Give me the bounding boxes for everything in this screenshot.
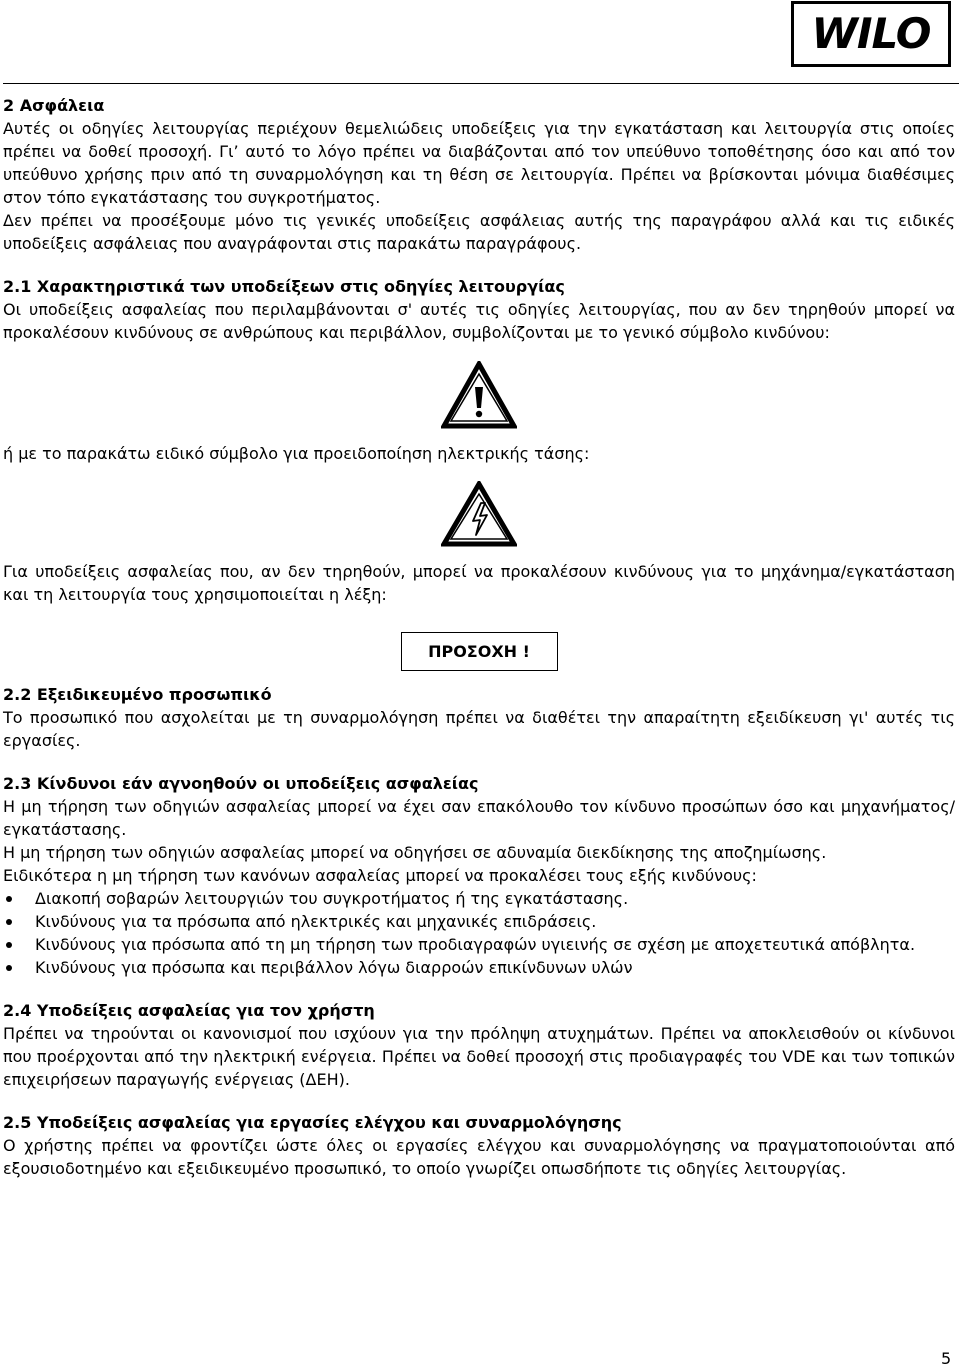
list-item-text: Κινδύνους για πρόσωπα από τη μη τήρηση των προδιαγραφών υγιεινής σε σχέση με αποχετευτικά απόβλητα. bbox=[35, 935, 916, 954]
list-item bbox=[3, 910, 955, 933]
list-item bbox=[3, 933, 955, 956]
section-2-3-paragraph: Η μη τήρηση των οδηγιών ασφαλείας μπορεί να οδηγήσει σε αδυναμία διεκδίκησης της αποζημίωσης. bbox=[3, 843, 827, 862]
list-item-text: Κινδύνους για τα πρόσωπα από ηλεκτρικές και μηχανικές επιδράσεις. bbox=[35, 912, 597, 931]
section-2-4-text: Πρέπει να τηρούνται οι κανονισμοί που ισχύουν για την πρόληψη ατυχημάτων. Πρέπει να αποκλεισθούν οι κίνδυνοι που προέρχονται από την ηλεκτρική ενέργεια. Πρέπει να δοθεί προσοχή στις προδιαγραφές του VDE και των τοπικών επιχειρήσεων παραγωγής ενέργειας (ΔΕΗ). bbox=[3, 1024, 955, 1089]
section-2-3-heading: 2.3 Κίνδυνοι εάν αγνοηθούν οι υποδείξεις ασφαλείας bbox=[3, 774, 479, 793]
svg-text:WILO: WILO bbox=[811, 9, 931, 58]
electric-symbol-intro: ή με το παρακάτω ειδικό σύμβολο για προειδοποίηση ηλεκτρικής τάσης: bbox=[3, 444, 590, 463]
section-2-2-heading: 2.2 Εξειδικευμένο προσωπικό bbox=[3, 685, 272, 704]
section-2-5-text: Ο χρήστης πρέπει να φροντίζει ώστε όλες οι εργασίες ελέγχου και συναρμολόγησης να πραγματοποιούνται από εξουσιοδοτημένο και εξειδικευμένο προσωπικό, το οποίο γνωρίζει οπωσδήποτε τις οδηγίες λειτουργίας. bbox=[3, 1136, 955, 1178]
caution-word: ΠΡΟΣΟΧΗ ! bbox=[428, 642, 530, 661]
section-2-1-heading: 2.1 Χαρακτηριστικά των υποδείξεων στις οδηγίες λειτουργίας bbox=[3, 277, 565, 296]
section-2-5-heading: 2.5 Υποδείξεις ασφαλείας για εργασίες ελέγχου και συναρμολόγησης bbox=[3, 1113, 622, 1132]
bullet-icon bbox=[6, 965, 12, 971]
document-body bbox=[3, 94, 955, 1180]
general-warning-symbol bbox=[3, 361, 955, 429]
caution-intro: Για υποδείξεις ασφαλείας που, αν δεν τηρηθούν, μπορεί να προκαλέσουν κινδύνους για το μηχάνημα/εγκατάσταση και τη λειτουργία τους χρησιμοποιείται η λέξη: bbox=[3, 562, 955, 604]
section-2-4-heading: 2.4 Υποδείξεις ασφαλείας για τον χρήστη bbox=[3, 1001, 375, 1020]
list-item bbox=[3, 887, 955, 910]
bullet-icon bbox=[6, 919, 12, 925]
list-item-text: Διακοπή σοβαρών λειτουργιών του συγκροτήματος ή της εγκατάστασης. bbox=[35, 889, 629, 908]
list-item-text: Κινδύνους για πρόσωπα και περιβάλλον λόγω διαρροών επικίνδυνων υλών bbox=[35, 958, 633, 977]
section-2-heading: 2 Ασφάλεια bbox=[3, 96, 105, 115]
warning-triangle-icon bbox=[441, 361, 517, 429]
caution-word-box bbox=[401, 632, 558, 671]
section-2-3-paragraph: Ειδικότερα η μη τήρηση των κανόνων ασφαλείας μπορεί να προκαλέσει τους εξής κινδύνους: bbox=[3, 866, 757, 885]
bullet-icon bbox=[6, 896, 12, 902]
hazard-list bbox=[3, 887, 955, 979]
section-2-3-paragraph: Η μη τήρηση των οδηγιών ασφαλείας μπορεί να έχει σαν επακόλουθο τον κίνδυνο προσώπων όσο και μηχανήματος/εγκατάστασης. bbox=[3, 797, 955, 839]
electric-warning-symbol bbox=[3, 481, 955, 547]
page-number: 5 bbox=[941, 1349, 952, 1368]
list-item bbox=[3, 956, 955, 979]
header-divider bbox=[3, 83, 959, 84]
high-voltage-triangle-icon bbox=[441, 481, 517, 547]
wilo-logo-wordmark bbox=[794, 4, 948, 64]
bullet-icon bbox=[6, 942, 12, 948]
section-2-paragraph: Αυτές οι οδηγίες λειτουργίας περιέχουν θεμελιώδεις υποδείξεις για την εγκατάσταση και λειτουργία στις οποίες πρέπει να δοθεί προσοχή. Γι’ αυτό το λόγο πρέπει να διαβάζονται από τον υπεύθυνο τοποθέτησης όσο και από τον υπεύθυνο χρήσης πριν από τη συναρμολόγηση και τη θέση σε λειτουργία. Πρέπει να βρίσκονται μόνιμα διαθέσιμες στον τόπο εγκατάστασης του συγκροτήματος. bbox=[3, 119, 955, 207]
section-2-paragraph: Δεν πρέπει να προσέξουμε μόνο τις γενικές υποδείξεις ασφάλειας αυτής της παραγράφου αλλά και τις ειδικές υποδείξεις ασφάλειας που αναγράφονται στις παρακάτω παραγράφους. bbox=[3, 211, 955, 253]
wilo-logo bbox=[791, 1, 951, 67]
section-2-1-intro: Οι υποδείξεις ασφαλείας που περιλαμβάνονται σ' αυτές τις οδηγίες λειτουργίας, που αν δεν τηρηθούν μπορεί να προκαλέσουν κινδύνους σε ανθρώπους και περιβάλλον, συμβολίζονται με το γενικό σύμβολο κινδύνου: bbox=[3, 300, 955, 342]
section-2-2-text: Το προσωπικό που ασχολείται με τη συναρμολόγηση πρέπει να διαθέτει την απαραίτητη εξειδίκευση γι' αυτές τις εργασίες. bbox=[3, 708, 955, 750]
